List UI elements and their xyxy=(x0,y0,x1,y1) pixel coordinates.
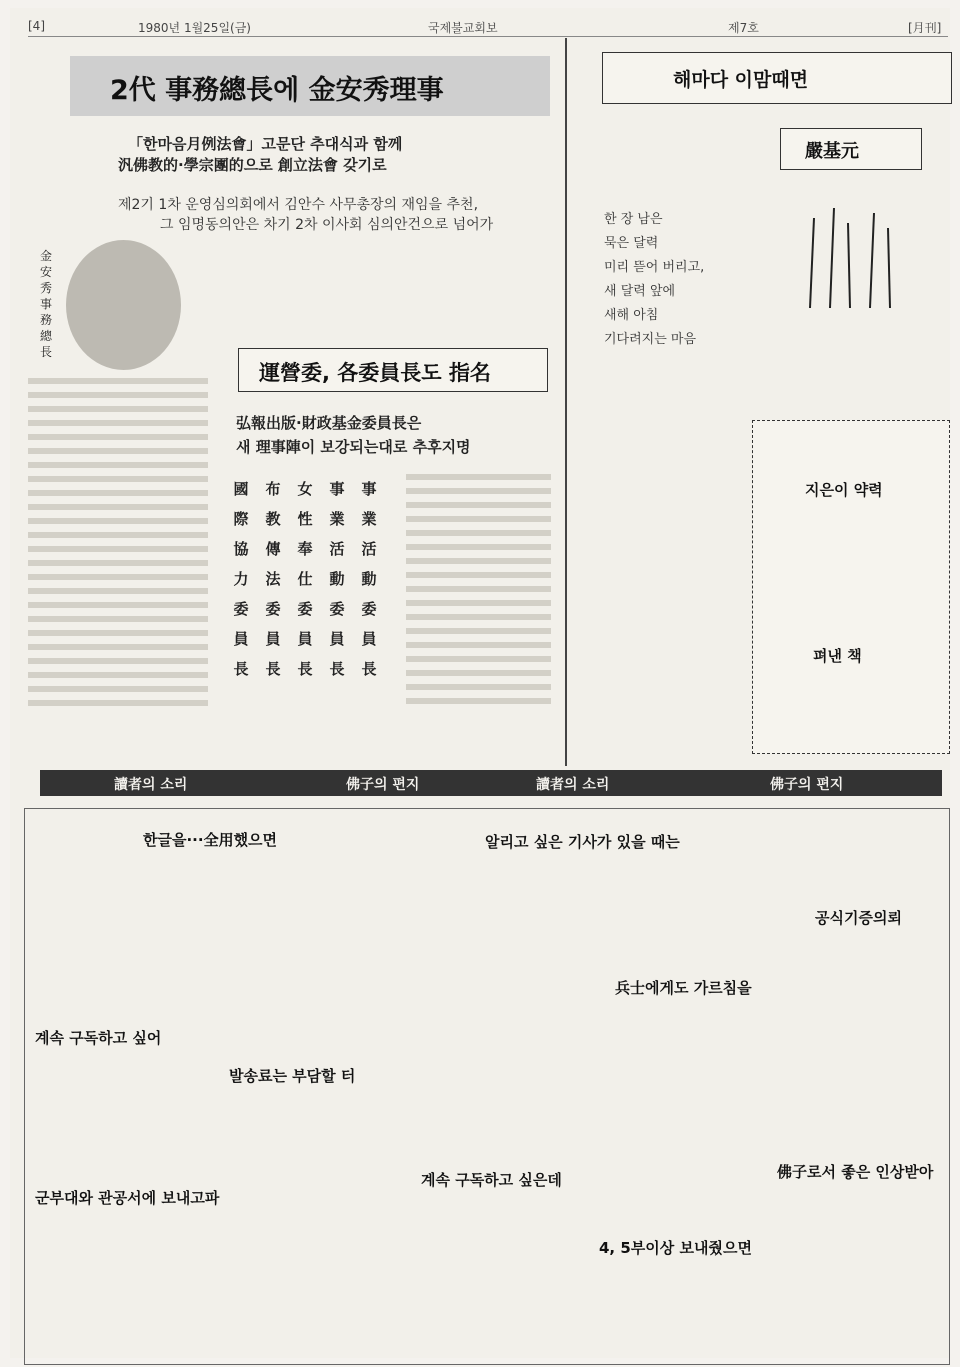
letter-title: 공식기증의뢰 xyxy=(815,909,902,927)
second-body xyxy=(406,474,551,712)
strip-item: 佛子의 편지 xyxy=(346,777,420,793)
letter-title: 한글을···全用했으면 xyxy=(143,831,278,849)
letter-title: 군부대와 관공서에 보내고파 xyxy=(35,1189,220,1207)
strip-item: 佛子의 편지 xyxy=(770,777,844,793)
subhead-1: 「한마음月例法會」고문단 추대식과 함께 xyxy=(128,135,403,153)
main-headline: 2代 事務總長에 金安秀理事 xyxy=(110,75,444,106)
committee-3: 女性奉仕委員長 xyxy=(297,480,313,678)
strip-item: 讀者의 소리 xyxy=(536,777,610,793)
page-header xyxy=(28,18,948,37)
books-title: 펴낸 책 xyxy=(813,647,862,665)
section-strip xyxy=(40,770,942,796)
author-box xyxy=(780,128,922,170)
column-divider xyxy=(565,38,567,766)
committee-5: 事業活動委員長 xyxy=(361,480,377,678)
column-title-box xyxy=(602,52,952,104)
issue-number: 제7호 xyxy=(728,21,759,35)
letters-section xyxy=(24,808,950,1365)
letter-title: 4, 5부이상 보내줬으면 xyxy=(599,1239,752,1257)
committee-4: 事業活動委員長 xyxy=(329,480,345,678)
main-body-col1 xyxy=(28,378,208,714)
committee-1: 國際協力委員長 xyxy=(233,480,249,678)
poem-excerpt: 한 장 남은 묵은 달력 미리 뜯어 버리고, 새 달력 앞에 새해 아침 기다려지는 마음 xyxy=(604,212,705,347)
photo-caption: 金安秀事務總長 xyxy=(40,249,53,359)
committee-2: 布教傳法委員長 xyxy=(265,480,281,678)
subhead-2: 汎佛教的·學宗團的으로 創立法會 갖기로 xyxy=(118,156,387,174)
committee-table xyxy=(232,474,380,744)
letter-title: 계속 구독하고 싶어 xyxy=(35,1029,162,1047)
page-sheet xyxy=(10,8,950,1358)
profile-box xyxy=(752,420,950,754)
frequency: [月刊] xyxy=(908,21,942,35)
letter-title: 발송료는 부담할 터 xyxy=(229,1067,356,1085)
issue-date: 1980년 1월25일(금) xyxy=(138,21,251,35)
letter-title: 알리고 싶은 기사가 있을 때는 xyxy=(485,833,680,851)
strip-item: 讀者의 소리 xyxy=(114,777,188,793)
subheadline-box xyxy=(238,348,548,392)
second-headline: 運營委, 各委員長도 指名 xyxy=(259,361,491,385)
page-number: [4] xyxy=(28,19,45,33)
letter-title: 兵士에게도 가르침을 xyxy=(615,979,752,997)
lead-line-1: 제2기 1차 운영심의회에서 김안수 사무총장의 재임을 추천, xyxy=(118,197,479,213)
lead-line-2: 그 임명동의안은 차기 2차 이사회 심의안건으로 넘어가 xyxy=(160,217,494,233)
profile-title: 지은이 약력 xyxy=(805,481,883,499)
paper-name: 국제불교회보 xyxy=(428,21,498,35)
column-author: 嚴基元 xyxy=(805,141,859,162)
second-subhead-1: 弘報出版·財政基金委員長은 xyxy=(236,414,422,432)
second-subhead-2: 새 理事陣이 보강되는대로 추후지명 xyxy=(236,438,471,456)
letter-title: 계속 구독하고 싶은데 xyxy=(421,1171,562,1189)
woodcut-illustration xyxy=(790,198,910,318)
headline-banner xyxy=(70,56,550,116)
portrait-photo xyxy=(66,240,181,370)
column-title: 해마다 이맘때면 xyxy=(673,69,809,91)
letter-title: 佛子로서 좋은 인상받아 xyxy=(777,1163,934,1181)
